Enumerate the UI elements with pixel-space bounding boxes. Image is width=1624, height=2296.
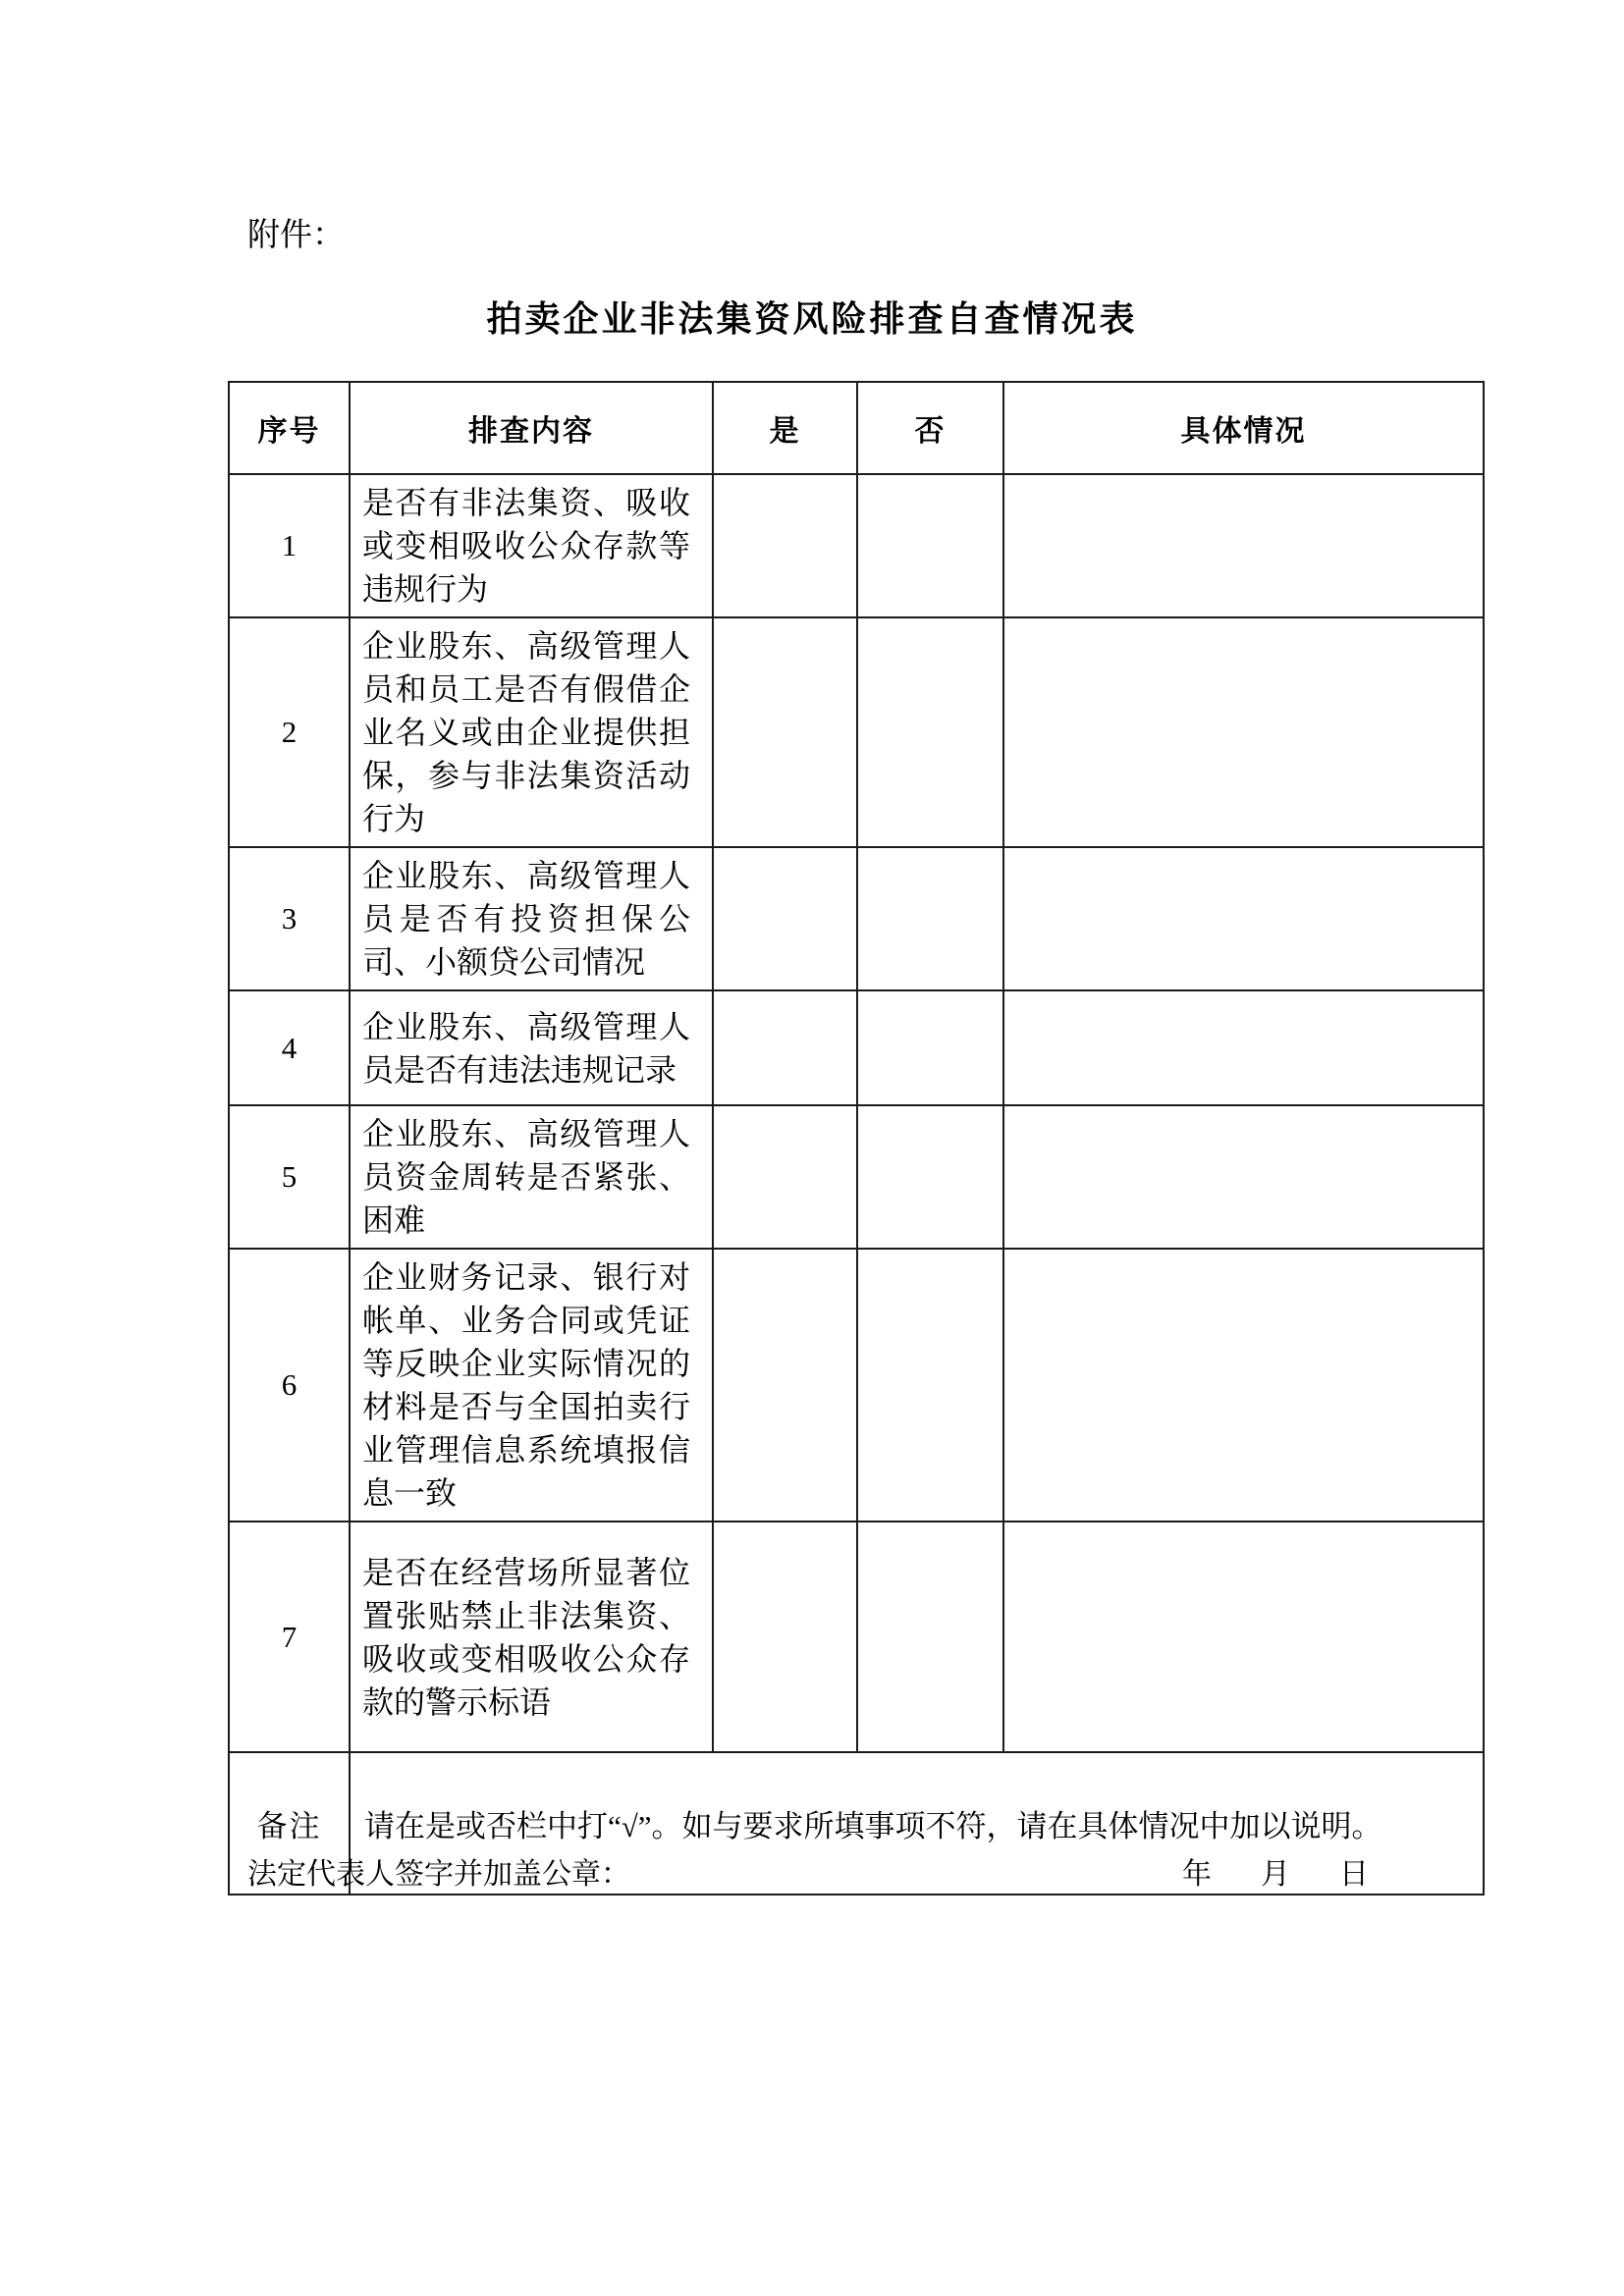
inspection-content-cell: 是否在经营场所显著位置张贴禁止非法集资、吸收或变相吸收公众存款的警示标语 <box>350 1522 713 1752</box>
table-row <box>229 847 1484 990</box>
no-cell <box>857 617 1003 847</box>
header-cell-content: 排查内容 <box>350 382 713 474</box>
remark-label-cell: 备注 <box>229 1752 350 1895</box>
inspection-content-cell: 企业股东、高级管理人员是否有违法违规记录 <box>350 990 713 1105</box>
header-cell-no: 否 <box>857 382 1003 474</box>
yes-cell <box>713 847 857 990</box>
date-year-label: 年 <box>1182 1858 1212 1891</box>
detail-cell <box>1003 1522 1484 1752</box>
document-title: 拍卖企业非法集资风险排查自查情况表 <box>486 298 1138 339</box>
no-cell <box>857 474 1003 617</box>
no-cell <box>857 1105 1003 1249</box>
remark-text-cell: 请在是或否栏中打“√”。如与要求所填事项不符，请在具体情况中加以说明。 <box>350 1752 1484 1895</box>
yes-cell <box>713 1105 857 1249</box>
table-row <box>229 1105 1484 1249</box>
header-cell-yes: 是 <box>713 382 857 474</box>
header-cell-serial: 序号 <box>229 382 350 474</box>
serial-cell: 4 <box>229 990 350 1105</box>
serial-cell: 5 <box>229 1105 350 1249</box>
yes-cell <box>713 474 857 617</box>
attachment-label: 附件： <box>247 218 345 253</box>
no-cell <box>857 847 1003 990</box>
self-inspection-table <box>228 381 1485 1896</box>
detail-cell <box>1003 617 1484 847</box>
serial-cell: 6 <box>229 1249 350 1522</box>
serial-cell: 1 <box>229 474 350 617</box>
detail-cell <box>1003 847 1484 990</box>
detail-cell <box>1003 1249 1484 1522</box>
table-row <box>229 617 1484 847</box>
yes-cell <box>713 617 857 847</box>
serial-cell: 7 <box>229 1522 350 1752</box>
yes-cell <box>713 1249 857 1522</box>
inspection-content-cell: 企业股东、高级管理人员是否有投资担保公司、小额贷公司情况 <box>350 847 713 990</box>
header-cell-detail: 具体情况 <box>1003 382 1484 474</box>
yes-cell <box>713 1522 857 1752</box>
signature-label: 法定代表人签字并加盖公章： <box>247 1858 630 1891</box>
detail-cell <box>1003 990 1484 1105</box>
inspection-content-cell: 企业股东、高级管理人员资金周转是否紧张、困难 <box>350 1105 713 1249</box>
no-cell <box>857 1249 1003 1522</box>
table-row <box>229 474 1484 617</box>
table-row <box>229 1249 1484 1522</box>
yes-cell <box>713 990 857 1105</box>
table-row <box>229 1522 1484 1752</box>
table-row <box>229 990 1484 1105</box>
inspection-content-cell: 是否有非法集资、吸收或变相吸收公众存款等违规行为 <box>350 474 713 617</box>
inspection-content-cell: 企业股东、高级管理人员和员工是否有假借企业名义或由企业提供担保，参与非法集资活动行为 <box>350 617 713 847</box>
no-cell <box>857 990 1003 1105</box>
serial-cell: 2 <box>229 617 350 847</box>
date-day-label: 日 <box>1339 1858 1369 1891</box>
date-month-label: 月 <box>1261 1858 1290 1891</box>
date-line <box>1182 1855 1369 1895</box>
detail-cell <box>1003 474 1484 617</box>
serial-cell: 3 <box>229 847 350 990</box>
detail-cell <box>1003 1105 1484 1249</box>
no-cell <box>857 1522 1003 1752</box>
inspection-content-cell: 企业财务记录、银行对帐单、业务合同或凭证等反映企业实际情况的材料是否与全国拍卖行业管理信息系统填报信息一致 <box>350 1249 713 1522</box>
table-header-row <box>229 382 1484 474</box>
